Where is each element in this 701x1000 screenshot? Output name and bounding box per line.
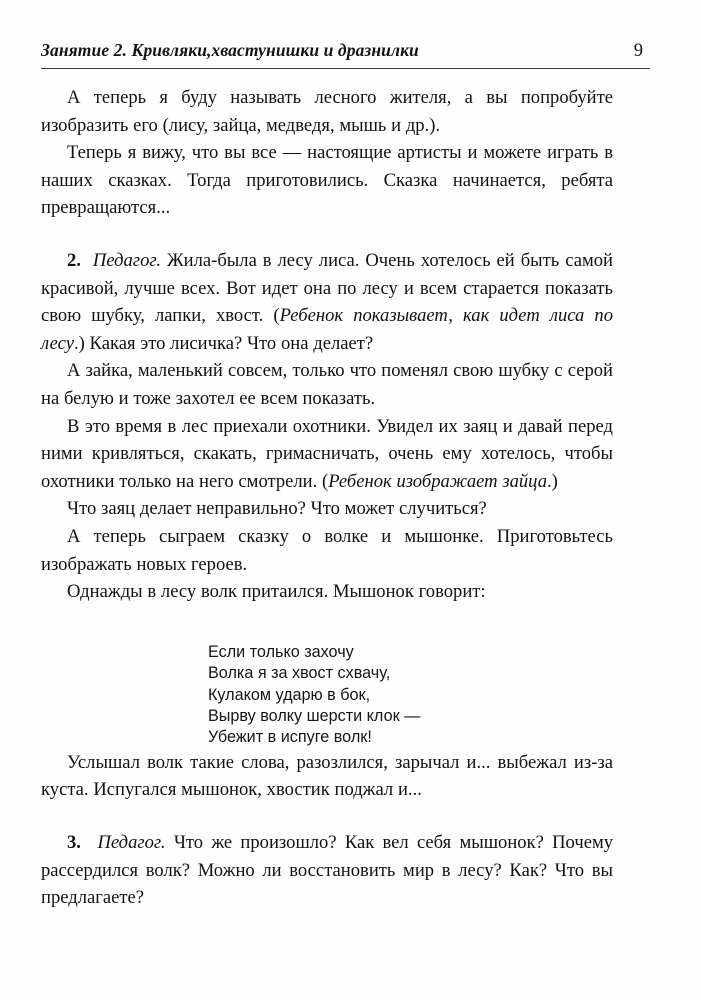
paragraph-4-text: А зайка, маленький совсем, только что поменял свою шубку с серой на белую и тоже захотел ее всем показать. xyxy=(41,360,613,409)
verse-line-5: Убежит в испуге волк! xyxy=(208,728,372,747)
section-number-3: 3. xyxy=(67,831,81,853)
verse-line-1: Если только захочу xyxy=(208,642,354,661)
paragraph-10-section-3 xyxy=(41,829,613,912)
paragraph-9 xyxy=(41,749,613,804)
paragraph-6-text: Что заяц делает неправильно? Что может случиться? xyxy=(67,498,487,520)
paragraph-2 xyxy=(41,139,613,222)
paragraph-1 xyxy=(41,84,613,139)
header-rule xyxy=(41,68,650,69)
running-head-title: Занятие 2. Кривляки,хвастунишки и дразнилки xyxy=(41,40,419,60)
paragraph-5-text-before-stage: В это время в лес приехали охотники. Увидел их заяц и давай перед ними кривляться, скакать, гримасничать, очень ему хотелось, чтобы охотники только на него смотрели. ( xyxy=(41,415,613,492)
page-number: 9 xyxy=(633,41,643,61)
stage-direction-fox: Ребенок показывает, как идет лиса по лесу xyxy=(41,305,614,354)
paragraph-1-text: А теперь я буду называть лесного жителя, а вы попробуйте изобразить его (лису, зайца, медведя, мышь и др.). xyxy=(41,87,613,136)
paragraph-4 xyxy=(41,357,613,412)
section-number-2: 2. xyxy=(67,249,81,271)
paragraph-3-text-before-stage: Жила-была в лесу лиса. Очень хотелось ей быть самой красивой, лучше всех. Вот идет она по лесу и всем старается показать свою шубку, лапки, хвост. ( xyxy=(41,249,613,327)
paragraph-5 xyxy=(41,413,613,496)
verse-block xyxy=(41,642,613,749)
speaker-label-pedagog-2: Педагог. xyxy=(92,249,162,271)
verse-line-2: Волка я за хвост схвачу, xyxy=(208,664,391,683)
paragraph-3-text-after-stage: .) Какая это лисичка? Что она делает? xyxy=(73,332,374,354)
paragraph-3-section-2 xyxy=(41,247,613,357)
paragraph-9-text: Услышал волк такие слова, разозлился, зарычал и... выбежал из-за куста. Испугался мышонок, хвостик поджал и... xyxy=(41,751,613,801)
paragraph-7-text: А теперь сыграем сказку о волке и мышонке. Приготовьтесь изображать новых героев. xyxy=(41,525,613,575)
paragraph-10-text: Что же произошло? Как вел себя мышонок? Почему рассердился волк? Можно ли восстановить мир в лесу? Как? Что вы предлагаете? xyxy=(41,831,614,909)
running-head xyxy=(41,40,650,62)
paragraph-8-text: Однажды в лесу волк притаился. Мышонок говорит: xyxy=(67,581,486,603)
paragraph-2-text: Теперь я вижу, что вы все — настоящие артисты и можете играть в наших сказках. Тогда приготовились. Сказка начинается, ребята превращаются... xyxy=(41,142,613,219)
paragraph-8 xyxy=(41,578,613,606)
speaker-label-pedagog-3: Педагог. xyxy=(97,831,166,853)
stage-direction-hare: Ребенок изображает зайца xyxy=(328,470,547,492)
body-text xyxy=(41,84,613,912)
verse-line-3: Кулаком ударю в бок, xyxy=(208,685,371,704)
verse-line-4: Вырву волку шерсти клок — xyxy=(208,706,421,725)
paragraph-5-text-after-stage: .) xyxy=(547,470,558,492)
paragraph-7 xyxy=(41,523,613,578)
paragraph-6 xyxy=(41,495,613,523)
